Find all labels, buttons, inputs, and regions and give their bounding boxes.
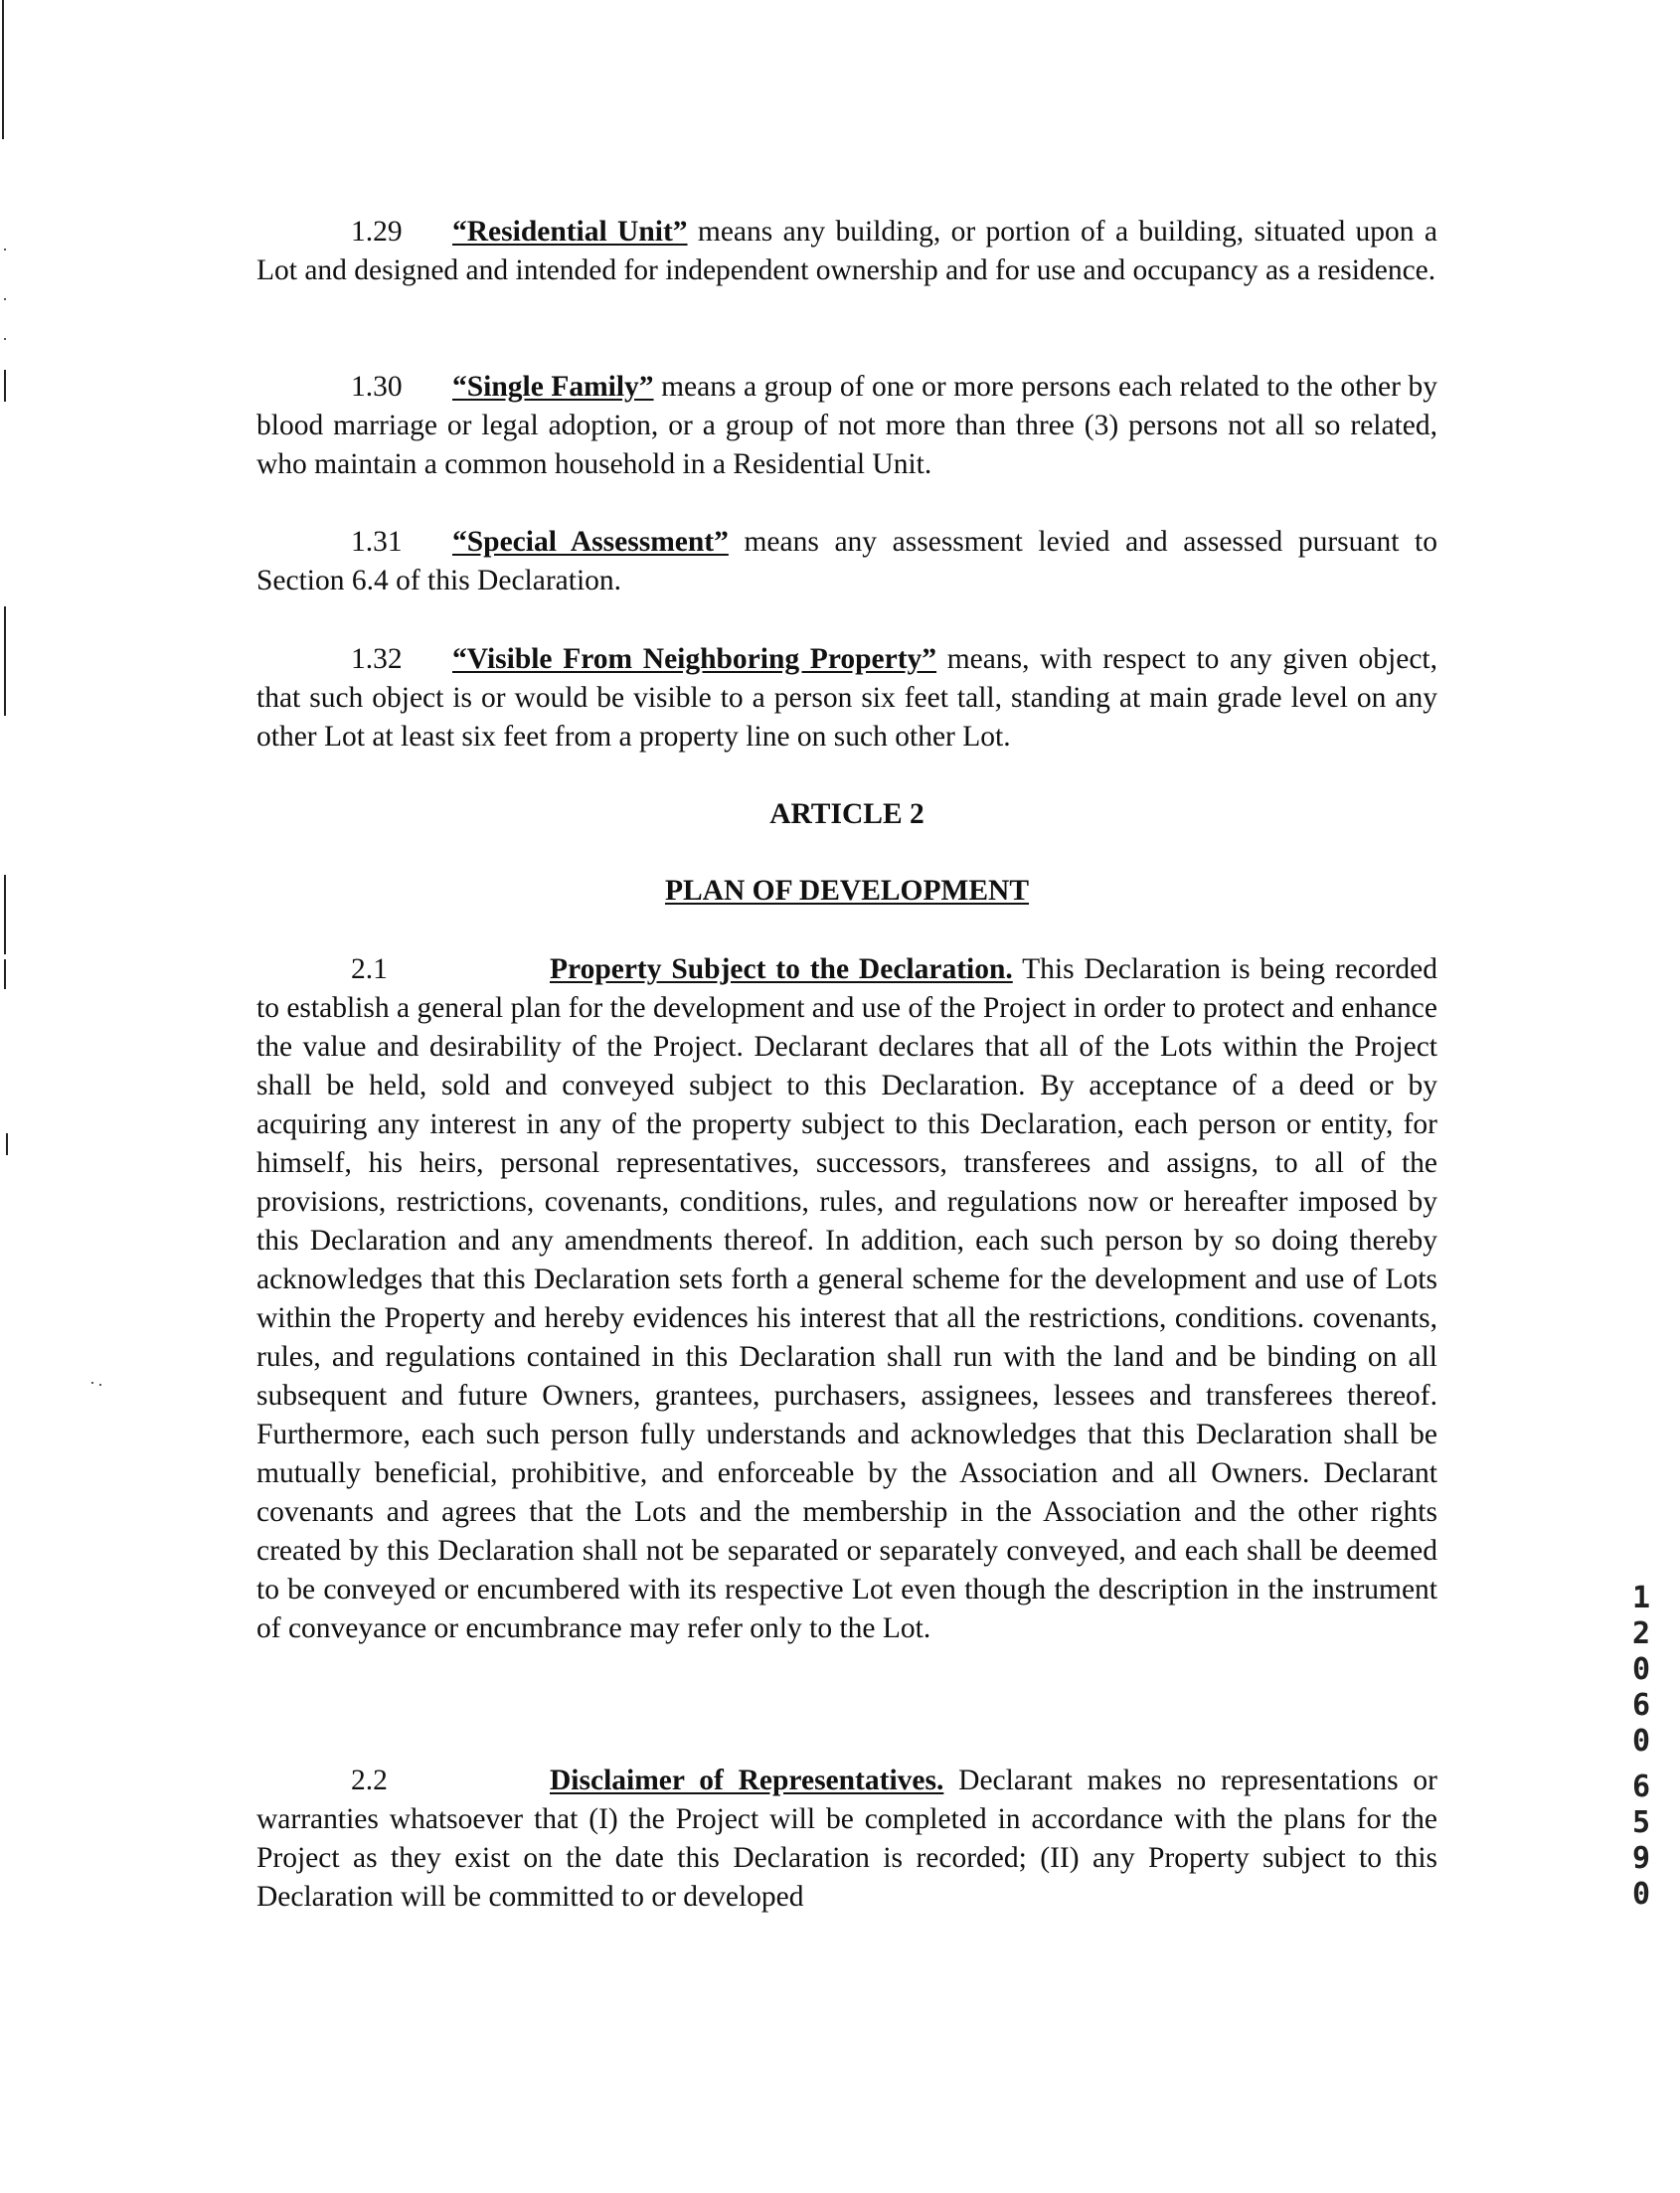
scan-mark — [2, 0, 4, 139]
definition-text: means any assessment levied and assessed pursuant to Section 6.4 of this Declaration. — [256, 526, 1438, 596]
recording-stamp — [1626, 1581, 1656, 1760]
definition-number: 1.31 — [351, 526, 403, 558]
article-title: ARTICLE 2 — [769, 798, 924, 830]
definition-number: 1.32 — [351, 643, 403, 675]
definition-text: means, with respect to any given object, that such object is or would be visible to a person six feet tall, standing at main grade level on any other Lot at least six feet from a property line on such other Lot. — [256, 643, 1437, 753]
definition-text: means any building, or portion of a building, situated upon a Lot and designed and intended for independent ownership and for use and occupancy as a residence. — [256, 216, 1437, 286]
definition-text: means a group of one or more persons each related to the other by blood marriage or legal adoption, or a group of not more than three (3) persons not all so related, who maintain a common household in a Residential Unit. — [256, 371, 1437, 480]
stamp-digit: 1 — [1631, 1581, 1651, 1615]
scan-mark — [4, 959, 6, 989]
stamp-digit: 9 — [1631, 1841, 1651, 1876]
scan-mark — [6, 1133, 8, 1155]
stamp-digit: 2 — [1631, 1616, 1651, 1651]
defined-term: “Special Assessment” — [452, 526, 729, 558]
scan-dot — [4, 298, 6, 300]
definition-1-29 — [256, 213, 1437, 290]
section-text: This Declaration is being recorded to establish a general plan for the development and use of the Project in order to protect and enhance the value and desirability of the Project. Declarant declares that all of the Lots within the Project shall be held, sold and conveyed subject to this Declaration. By acceptance of a deed or by acquiring any interest in any of the property subject to this Declaration, each person or entity, for himself, his heirs, personal representatives, successors, transferees and assigns, to all of the provisions, restrictions, covenants, conditions, rules, and regulations now or hereafter imposed by this Declaration and any amendments thereof. In addition, each such person by so doing thereby acknowledges that this Declaration sets forth a general scheme for the development and use of Lots within the Property and hereby evidences his interest that all the restrictions, conditions. covenants, rules, and regulations contained in this Declaration shall run with the land and be binding on all subsequent and future Owners, grantees, purchasers, assignees, lessees and transferees thereof. Furthermore, each such person fully understands and acknowledges that this Declaration shall be mutually beneficial, prohibitive, and enforceable by the Association and all Owners. Declarant covenants and agrees that the Lots and the membership in the Association and the other rights created by this Declaration shall not be separated or separately conveyed, and each shall be deemed to be conveyed or encumbered with its respective Lot even though the description in the instrument of conveyance or encumbrance may refer only to the Lot. — [256, 953, 1438, 1644]
section-2-1 — [256, 950, 1437, 1648]
defined-term: “Single Family” — [452, 371, 654, 403]
scan-dot — [91, 1382, 93, 1384]
stamp-digit: 5 — [1631, 1805, 1651, 1840]
defined-term: “Visible From Neighboring Property” — [452, 643, 937, 675]
article-subtitle: PLAN OF DEVELOPMENT — [664, 875, 1030, 907]
stamp-digit: 0 — [1631, 1652, 1651, 1687]
scan-dot — [4, 338, 6, 340]
scan-dot — [4, 249, 6, 251]
section-number: 2.2 — [351, 1765, 388, 1796]
definition-1-31 — [256, 523, 1437, 600]
section-heading: Disclaimer of Representatives. — [550, 1765, 944, 1796]
scan-dot — [99, 1384, 101, 1386]
section-2-2 — [256, 1762, 1437, 1917]
section-text: Declarant makes no representations or warranties whatsoever that (I) the Project will be completed in accordance with the plans for the Project as they exist on the date this Declaration is recorded; (II) any Property subject to this Declaration will be committed to or developed — [256, 1765, 1438, 1913]
definition-number: 1.30 — [351, 371, 403, 403]
scan-mark — [4, 875, 6, 954]
section-heading: Property Subject to the Declaration. — [550, 953, 1013, 985]
defined-term: “Residential Unit” — [452, 216, 688, 248]
stamp-digit: 6 — [1631, 1770, 1651, 1804]
stamp-digit: 0 — [1631, 1877, 1651, 1912]
stamp-digit: 6 — [1631, 1688, 1651, 1723]
stamp-digit: 0 — [1631, 1724, 1651, 1759]
definition-1-30 — [256, 368, 1437, 484]
definition-1-32 — [256, 640, 1437, 757]
scan-mark — [4, 606, 6, 716]
scan-mark — [4, 370, 6, 402]
recording-stamp — [1626, 1770, 1656, 1913]
definition-number: 1.29 — [351, 216, 403, 248]
section-number: 2.1 — [351, 953, 388, 985]
